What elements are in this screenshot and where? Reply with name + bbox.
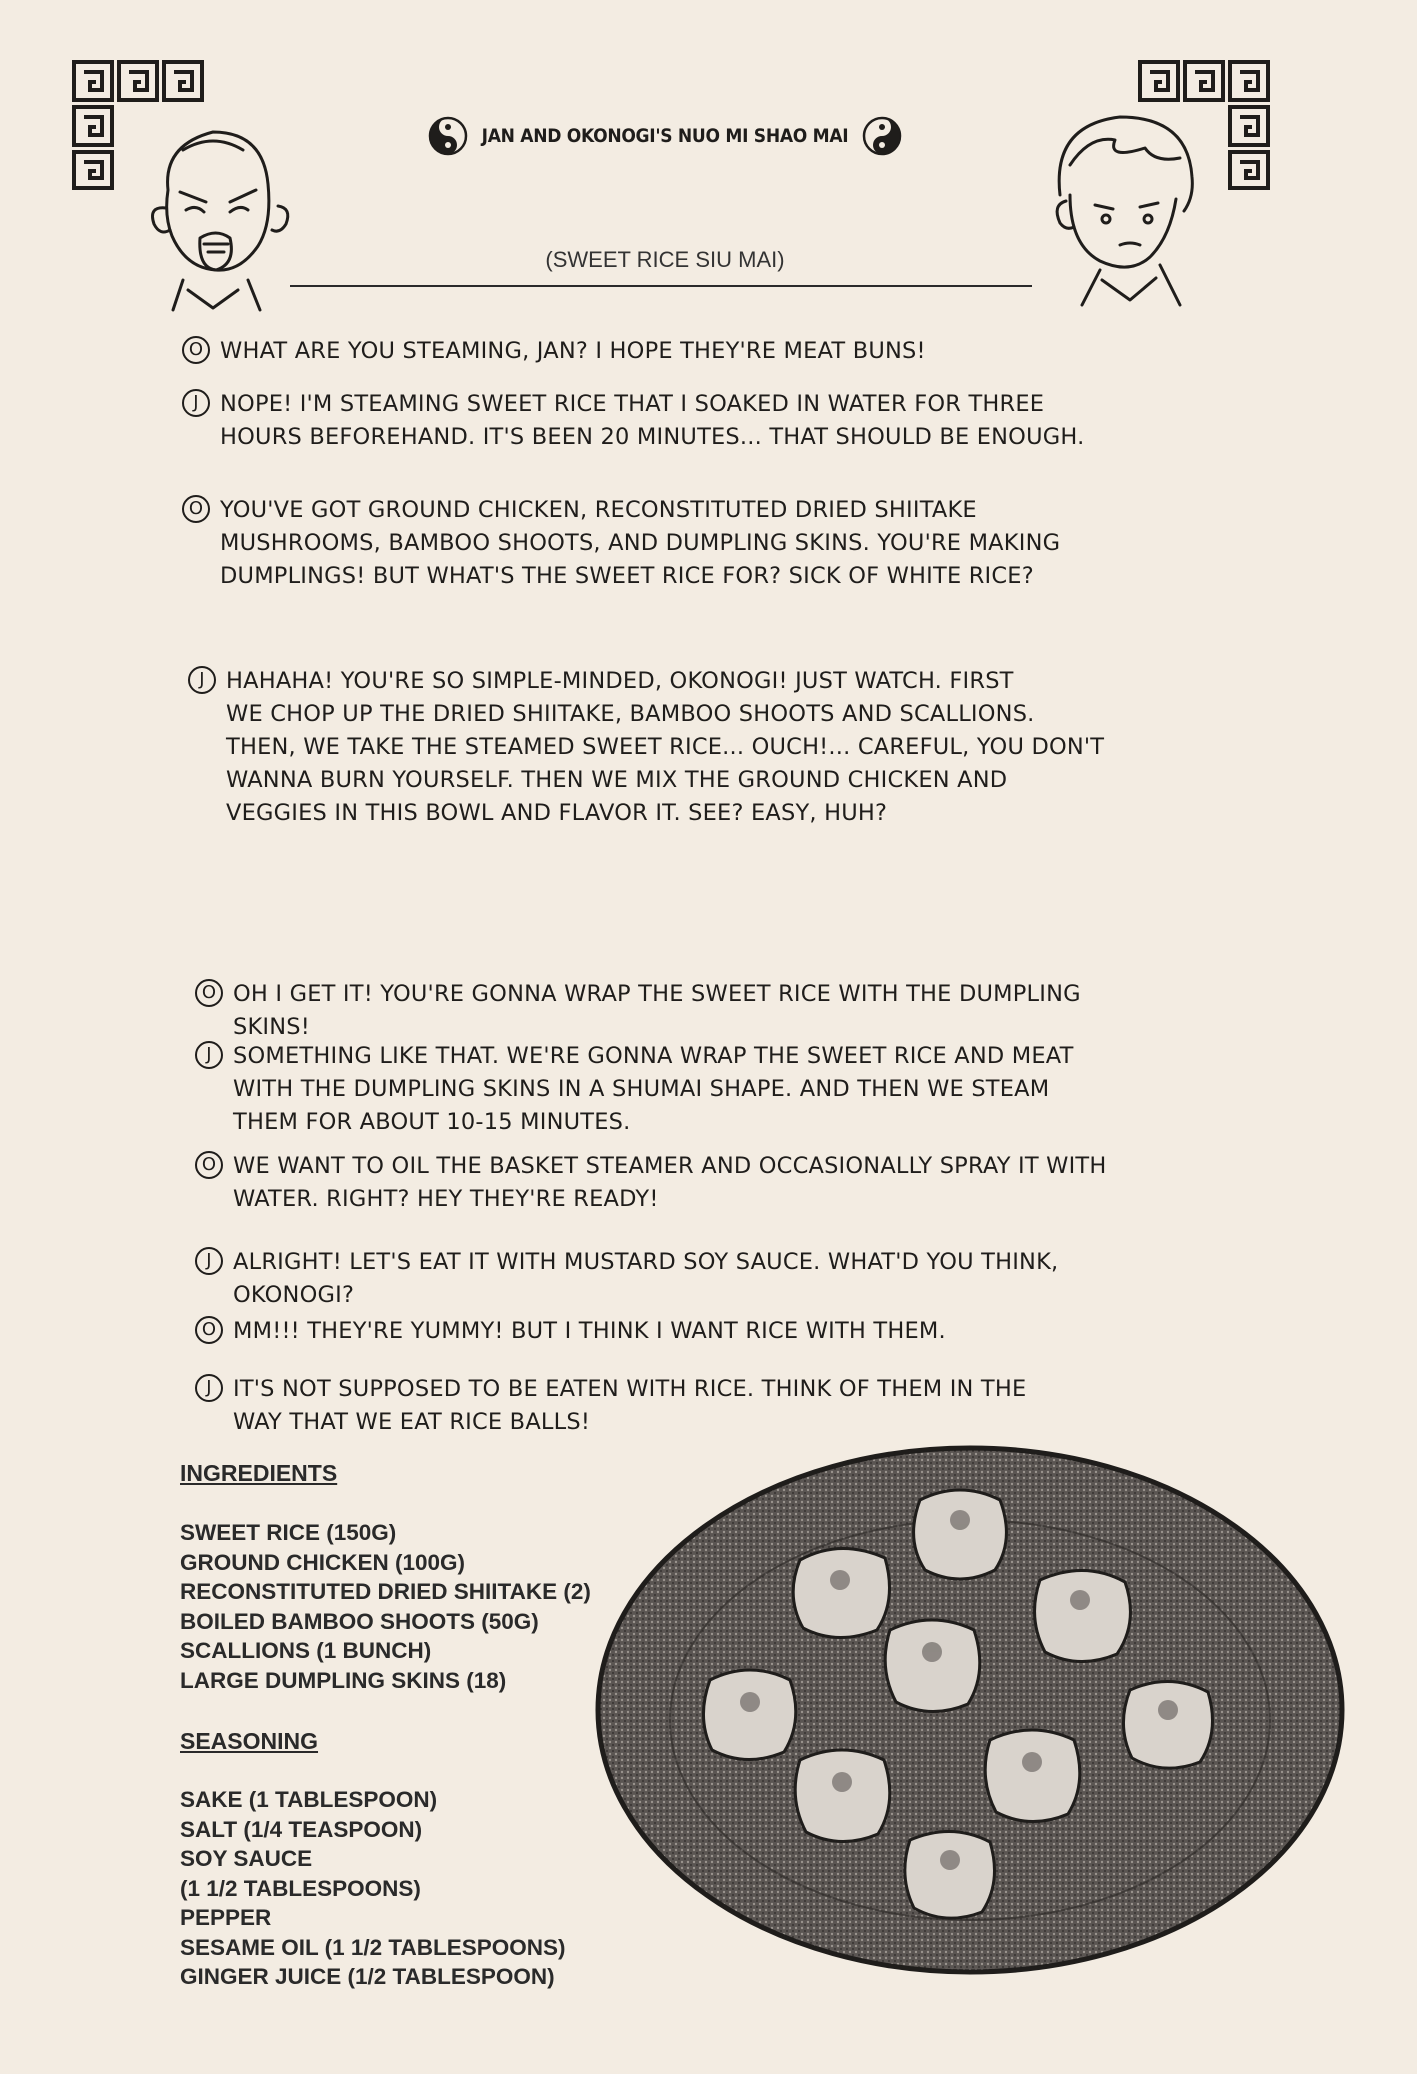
speaker-badge: J bbox=[195, 1374, 223, 1402]
shumai-plate-illustration bbox=[590, 1440, 1350, 1980]
title-underline bbox=[290, 285, 1032, 287]
dialogue-line bbox=[195, 978, 1215, 1044]
speaker-badge: O bbox=[182, 336, 210, 364]
list-item: SAKE (1 TABLESPOON) bbox=[180, 1787, 438, 1812]
list-item: GINGER JUICE (1/2 TABLESPOON) bbox=[180, 1964, 555, 1989]
ingredients-heading: INGREDIENTS bbox=[180, 1460, 338, 1486]
speaker-badge: O bbox=[182, 495, 210, 523]
dialogue-text: YOU'VE GOT GROUND CHICKEN, RECONSTITUTED DRIED SHIITAKE MUSHROOMS, BAMBOO SHOOTS, AND DUMPLING SKINS. YOU'RE MAKING DUMPLINGS! BUT WHAT'S THE SWEET RICE FOR? SICK OF WHITE RICE? bbox=[220, 497, 1061, 589]
list-item: SESAME OIL (1 1/2 TABLESPOONS) bbox=[180, 1934, 566, 1960]
dialogue-line bbox=[195, 1315, 1215, 1348]
list-item: SALT (1/4 TEASPOON) bbox=[180, 1816, 423, 1842]
dialogue-text: NOPE! I'M STEAMING SWEET RICE THAT I SOAKED IN WATER FOR THREE HOURS BEFOREHAND. IT'S BEEN 20 MINUTES... THAT SHOULD BE ENOUGH. bbox=[220, 391, 1085, 450]
dialogue-line bbox=[195, 1150, 1215, 1216]
list-item: LARGE DUMPLING SKINS (18) bbox=[180, 1667, 507, 1693]
speaker-badge: O bbox=[195, 1316, 223, 1344]
dialogue-line bbox=[182, 335, 1202, 368]
recipe-title-row bbox=[415, 116, 915, 156]
dialogue-text: OH I GET IT! YOU'RE GONNA WRAP THE SWEET RICE WITH THE DUMPLING SKINS! bbox=[233, 981, 1081, 1040]
yin-yang-icon bbox=[862, 116, 902, 156]
list-item: BOILED BAMBOO SHOOTS (50G) bbox=[180, 1608, 539, 1634]
dialogue-text: HAHAHA! YOU'RE SO SIMPLE-MINDED, OKONOGI! JUST WATCH. FIRST WE CHOP UP THE DRIED SHIITAKE, BAMBOO SHOOTS AND SCALLIONS. THEN, WE TAKE THE STEAMED SWEET RICE... OUCH!... CAREFUL, YOU DON'T WANNA BURN YOURSELF. THEN WE MIX THE GROUND CHICKEN AND VEGGIES IN THIS BOWL AND FLAVOR IT. SEE? EASY, HUH? bbox=[226, 668, 1105, 826]
dialogue-text: WE WANT TO OIL THE BASKET STEAMER AND OCCASIONALLY SPRAY IT WITH WATER. RIGHT? HEY THEY'RE READY! bbox=[233, 1153, 1107, 1212]
dialogue-text: ALRIGHT! LET'S EAT IT WITH MUSTARD SOY SAUCE. WHAT'D YOU THINK, OKONOGI? bbox=[233, 1249, 1059, 1308]
dialogue-text: MM!!! THEY'RE YUMMY! BUT I THINK I WANT RICE WITH THEM. bbox=[233, 1318, 946, 1344]
speaker-badge: J bbox=[195, 1247, 223, 1275]
list-item: (1 1/2 TABLESPOONS) bbox=[180, 1875, 421, 1901]
jan-character-illustration bbox=[128, 120, 298, 315]
dialogue-text: IT'S NOT SUPPOSED TO BE EATEN WITH RICE. THINK OF THEM IN THE WAY THAT WE EAT RICE BALLS! bbox=[233, 1376, 1027, 1435]
list-item: RECONSTITUTED DRIED SHIITAKE (2) bbox=[180, 1579, 591, 1604]
ingredients-list bbox=[180, 1518, 591, 1695]
dialogue-line bbox=[182, 388, 1202, 454]
dialogue-line bbox=[195, 1373, 1215, 1439]
list-item: SCALLIONS (1 BUNCH) bbox=[180, 1638, 432, 1663]
speaker-badge: O bbox=[195, 1151, 223, 1179]
speaker-badge: J bbox=[182, 389, 210, 417]
list-item: SOY SAUCE bbox=[180, 1846, 313, 1871]
list-item: PEPPER bbox=[180, 1905, 272, 1930]
dialogue-line bbox=[182, 494, 1202, 593]
dialogue-text: SOMETHING LIKE THAT. WE'RE GONNA WRAP THE SWEET RICE AND MEAT WITH THE DUMPLING SKINS IN A SHUMAI SHAPE. AND THEN WE STEAM THEM FOR ABOUT 10-15 MINUTES. bbox=[233, 1043, 1074, 1135]
recipe-subtitle: (SWEET RICE SIU MAI) bbox=[545, 247, 785, 272]
list-item: SWEET RICE (150G) bbox=[180, 1520, 397, 1545]
recipe-title: JAN AND OKONOGI'S NUO MI SHAO MAI bbox=[481, 125, 849, 147]
speaker-badge: J bbox=[188, 666, 216, 694]
dialogue-text: WHAT ARE YOU STEAMING, JAN? I HOPE THEY'RE MEAT BUNS! bbox=[220, 338, 926, 364]
dialogue-line bbox=[188, 665, 1208, 830]
yin-yang-icon bbox=[428, 116, 468, 156]
dialogue-line bbox=[195, 1246, 1215, 1312]
dialogue-line bbox=[195, 1040, 1215, 1139]
seasoning-heading: SEASONING bbox=[180, 1728, 319, 1754]
list-item: GROUND CHICKEN (100G) bbox=[180, 1549, 466, 1575]
speaker-badge: J bbox=[195, 1041, 223, 1069]
okonogi-character-illustration bbox=[1040, 105, 1210, 315]
seasoning-list bbox=[180, 1785, 566, 1992]
speaker-badge: O bbox=[195, 979, 223, 1007]
